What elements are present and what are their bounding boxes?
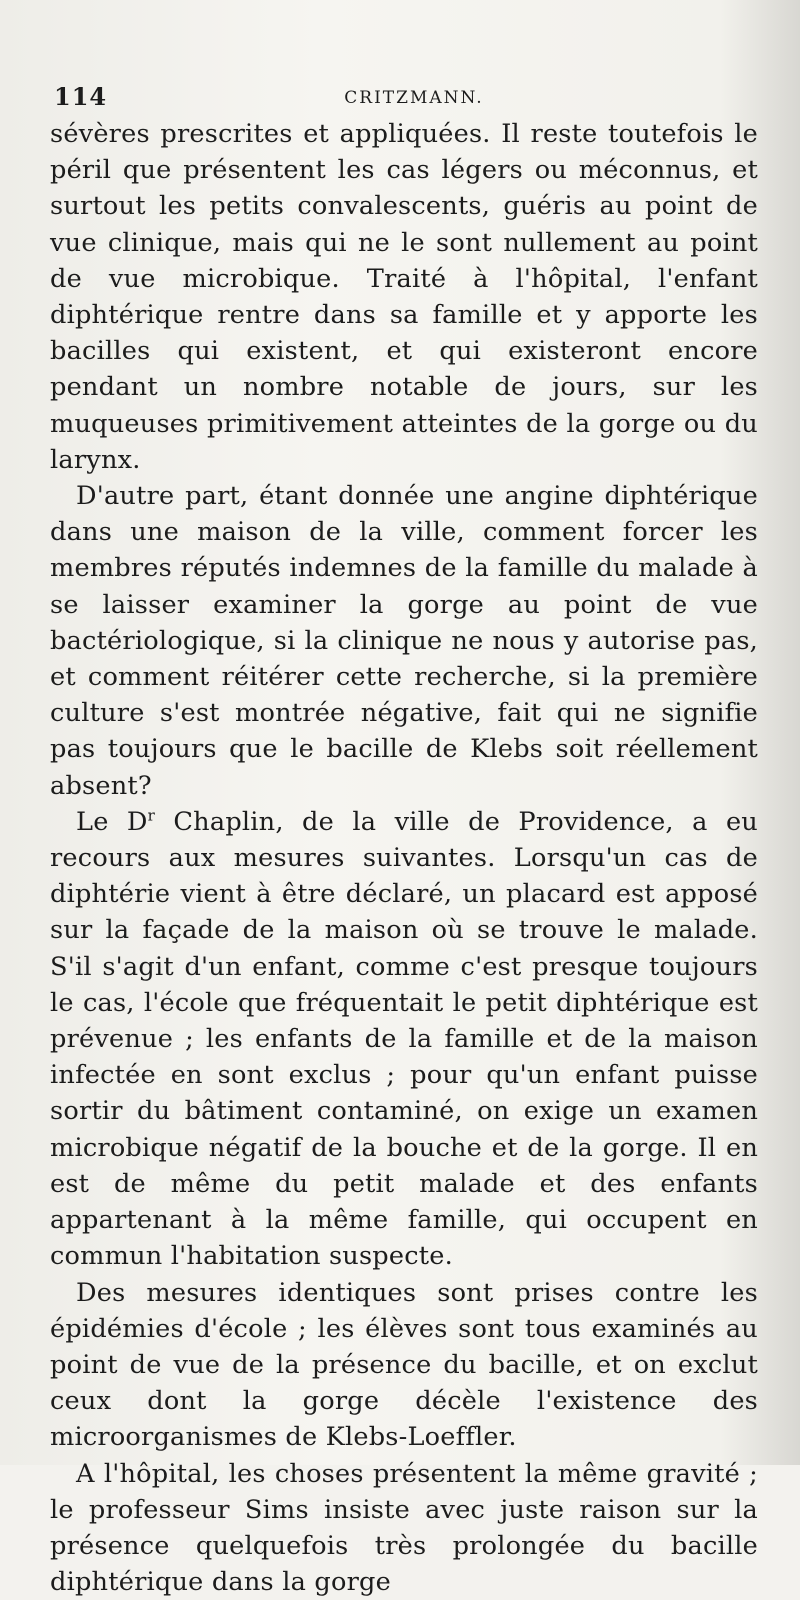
paragraph-1: sévères prescrites et appliquées. Il reste toutefois le péril que présentent les cas légers ou méconnus, et surtout les petits convalescents, guéris au point de vue clinique, mais qui ne le sont nullement au point de vue microbique. Traité à l'hôpital, l'enfant diphtérique rentre dans sa famille et y apporte les bacilles qui existent, et qui existeront encore pendant un nombre notable de jours, sur les muqueuses primitivement atteintes de la gorge ou du larynx. <box>50 119 758 475</box>
paragraph-2: D'autre part, étant donnée une angine diphtérique dans une maison de la ville, comment forcer les membres réputés indemnes de la famille du malade à se laisser examiner la gorge au point de vue bactériologique, si la clinique ne nous y autorise pas, et comment réitérer cette recherche, si la première culture s'est montrée négative, fait qui ne signifie pas toujours que le bacille de Klebs soit réellement absent? <box>50 481 758 801</box>
paragraph-3-lead: Le D <box>76 806 148 837</box>
page-number: 114 <box>54 82 108 111</box>
doctor-superscript: r <box>147 806 156 825</box>
paragraph-4: Des mesures identiques sont prises contre les épidémies d'école ; les élèves sont tous examinés au point de vue de la présence du bacille, et on exclut ceux dont la gorge décèle l'existence des microorganismes de Klebs-Loeffler. <box>50 1277 758 1453</box>
paragraph-5: A l'hôpital, les choses présentent la même gravité ; le professeur Sims insiste avec juste raison sur la présence quelquefois très prolongée du bacille diphtérique dans la gorge <box>50 1458 758 1598</box>
page-header <box>50 76 758 116</box>
running-head: CRITZMANN. <box>344 88 484 108</box>
body-text <box>50 116 758 1600</box>
paragraph-3-text: Chaplin, de la ville de Providence, a eu recours aux mesures suivantes. Lorsqu'un cas de diphtérie vient à être déclaré, un placard est apposé sur la façade de la maison où se trouve le malade. S'il s'agit d'un enfant, comme c'est presque toujours le cas, l'école que fréquentait le petit diphtérique est prévenue ; les enfants de la famille et de la maison infectée en sont exclus ; pour qu'un enfant puisse sortir du bâtiment contaminé, on exige un examen microbique négatif de la bouche et de la gorge. Il en est de même du petit malade et des enfants appartenant à la même famille, qui occupent en commun l'habitation suspecte. <box>50 806 758 1272</box>
paragraph-3 <box>50 804 758 1275</box>
